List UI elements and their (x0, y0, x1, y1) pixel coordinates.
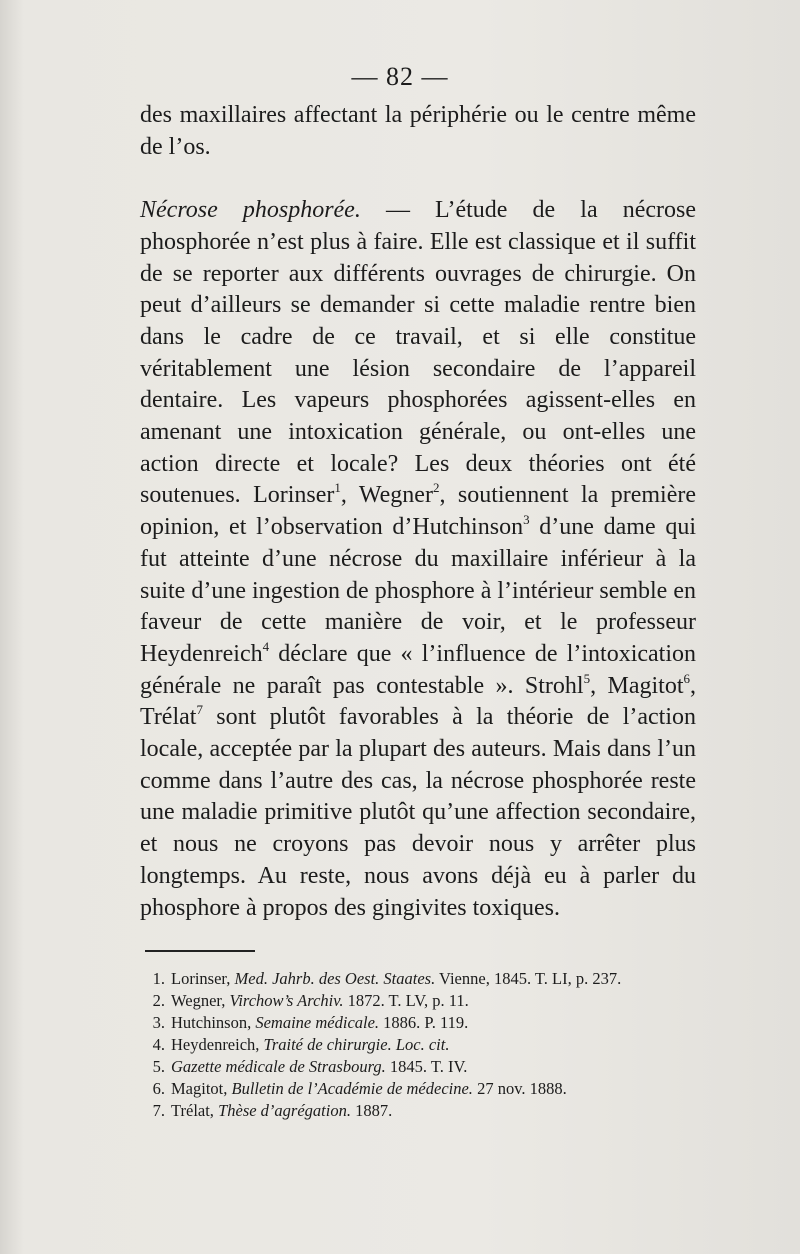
footnote: 3. Hutchinson, Semaine médicale. 1886. P. 119. (152, 1013, 469, 1032)
footnote: 4. Heydenreich, Traité de chirurgie. Loc. cit. (152, 1035, 450, 1054)
text-run: sont plutôt favorables à la théorie de l’action locale, acceptée par la plupart des auteurs. Mais dans l’un comme dans l’autre des cas, la nécrose phosphorée reste une maladie primitive plutôt qu’une affection secondaire, et nous ne croyons pas devoir nous y arrêter plus longtemps. Au reste, nous avons déjà eu à parler du phosphore à propos des gingivites toxiques. (140, 704, 696, 921)
footnote-ref-5: 5 (583, 670, 591, 686)
text-run: , Wegner (340, 482, 433, 509)
footnote-ref-2: 2 (432, 480, 440, 496)
paragraph-1: des maxillaires affectant la périphérie ou le centre même de l’os. (140, 102, 696, 160)
text-run: , Trélat (140, 672, 696, 731)
page-number: — 82 — (351, 62, 449, 91)
footnote: 2. Wegner, Virchow’s Archiv. 1872. T. LV, p. 11. (152, 991, 469, 1010)
text-run: — L’étude de la nécrose phosphorée n’est plus à faire. Elle est classique et il suffit de se reporter aux différents ouvrages de chirurgie. On peut d’ailleurs se demander si cette maladie rentre bien dans le cadre de ce travail, et si elle constitue véritablement une lésion secondaire de l’appareil dentaire. Les vapeurs phosphorées agissent-elles en amenant une intoxication générale, ou ont-elles une action directe et locale? Les deux théories ont été soutenues. Lorinser (140, 197, 696, 509)
text-run: déclare que « l’influence de l’intoxication générale ne paraît pas contestable ». Strohl (140, 640, 696, 699)
text-run: , soutiennent la première opinion, et l’observation d’Hutchinson (140, 482, 696, 541)
text-run: , Magitot (590, 672, 684, 699)
footnote-ref-6: 6 (683, 670, 690, 686)
paragraph-2 (140, 195, 696, 924)
footnote: 5. Gazette médicale de Strasbourg. 1845. T. IV. (152, 1057, 468, 1076)
body-text (140, 100, 696, 924)
footnote: 7. Trélat, Thèse d’agrégation. 1887. (152, 1101, 393, 1120)
footnote: 1. Lorinser, Med. Jahrb. des Oest. Staates. Vienne, 1845. T. LI, p. 237. (152, 969, 622, 988)
footnotes (145, 968, 705, 1122)
footnote: 6. Magitot, Bulletin de l’Académie de médecine. 27 nov. 1888. (152, 1079, 567, 1098)
text-run: d’une dame qui fut atteinte d’une nécrose du maxillaire inférieur à la suite d’une ingestion de phosphore à l’intérieur semble en faveur de cette manière de voir, et le professeur Heydenreich (140, 514, 696, 667)
section-title: Nécrose phosphorée. (140, 197, 361, 224)
footnote-separator (145, 950, 255, 952)
footnote-ref-1: 1 (334, 480, 341, 496)
footnote-ref-4: 4 (262, 638, 270, 654)
footnote-ref-3: 3 (523, 512, 530, 528)
footnote-ref-7: 7 (196, 702, 203, 718)
